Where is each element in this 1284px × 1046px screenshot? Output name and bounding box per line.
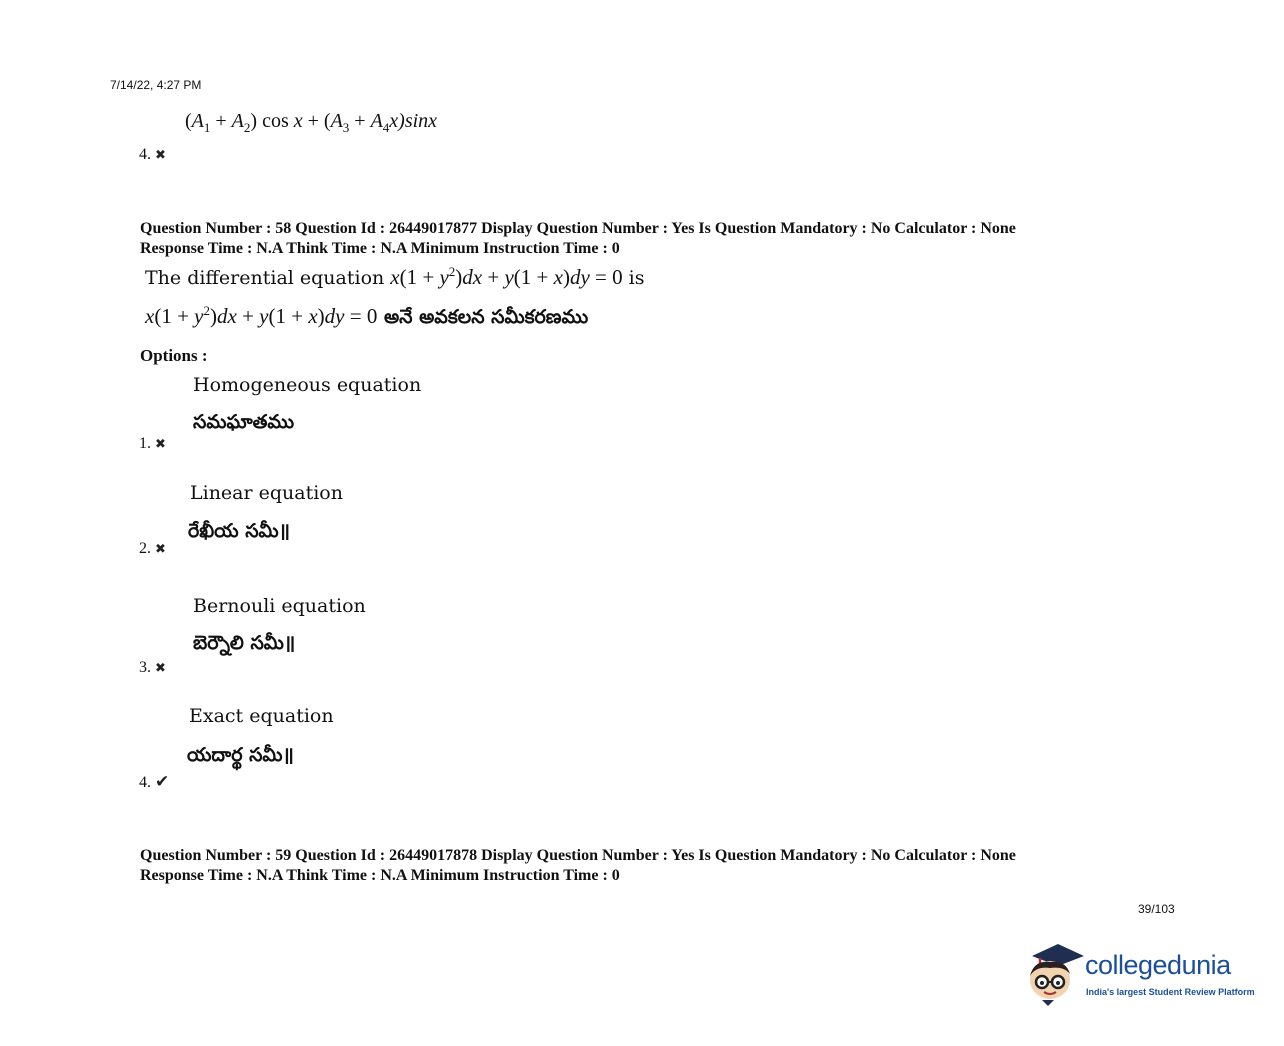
option-number: 4. bbox=[139, 146, 151, 163]
option-number: 3. bbox=[139, 659, 151, 676]
print-timestamp: 7/14/22, 4:27 PM bbox=[110, 78, 202, 92]
option-1-te: సమఘాతము bbox=[193, 411, 295, 433]
option-4-te: యదార్థ సమీ॥ bbox=[187, 744, 294, 766]
option-3-number bbox=[139, 659, 166, 677]
prev-option-expression: $(A_1 + A_2)$ $\cos x + (A_3 + A_4x)\sin x$ bbox=[185, 110, 438, 135]
question-text-te bbox=[145, 303, 588, 333]
correct-check-icon: ✔ bbox=[155, 772, 170, 791]
option-1-number bbox=[139, 435, 166, 453]
question-text: is bbox=[622, 267, 645, 289]
page-number: 39/103 bbox=[1138, 902, 1175, 916]
brand-tagline: India's largest Student Review Platform bbox=[1086, 987, 1255, 997]
question-equation-te: $x(1 + y^2)dx + y(1 + x)dy = 0$ bbox=[145, 303, 378, 328]
option-4-en: Exact equation bbox=[189, 705, 334, 727]
option-2-te: రేఖీయ సమీ॥ bbox=[188, 520, 291, 542]
question-equation: $x(1 + y^2)dx + y(1 + x)dy = 0$ bbox=[390, 264, 623, 289]
prev-option-number bbox=[139, 146, 166, 164]
option-1-en: Homogeneous equation bbox=[193, 374, 422, 396]
question-meta-line: Response Time : N.A Think Time : N.A Minimum Instruction Time : 0 bbox=[140, 240, 620, 257]
question-meta-line: Question Number : 59 Question Id : 26449017878 Display Question Number : Yes Is Question Mandatory : No Calculator : None bbox=[140, 847, 1016, 864]
brand-name: collegedunia bbox=[1085, 950, 1231, 980]
option-3-te: బెర్నౌలి సమీ॥ bbox=[193, 632, 296, 654]
option-number: 2. bbox=[139, 540, 151, 557]
wrong-icon: ✖ bbox=[155, 660, 166, 675]
collegedunia-mascot-icon bbox=[1024, 940, 1086, 1008]
option-2-en: Linear equation bbox=[190, 482, 343, 504]
options-label: Options : bbox=[140, 346, 208, 365]
option-number: 1. bbox=[139, 435, 151, 452]
wrong-icon: ✖ bbox=[155, 541, 166, 556]
question-text: The differential equation bbox=[145, 267, 391, 289]
option-4-number bbox=[139, 772, 169, 792]
option-2-number bbox=[139, 540, 166, 558]
question-meta-line: Question Number : 58 Question Id : 26449017877 Display Question Number : Yes Is Question Mandatory : No Calculator : None bbox=[140, 220, 1016, 237]
question-text-en bbox=[145, 264, 645, 290]
question-meta-59 bbox=[140, 846, 1016, 886]
question-text-telugu: అనే అవకలన సమీకరణము bbox=[377, 306, 589, 328]
wrong-icon: ✖ bbox=[155, 436, 166, 451]
option-3-en: Bernouli equation bbox=[193, 595, 366, 617]
wrong-icon: ✖ bbox=[155, 147, 166, 162]
option-number: 4. bbox=[139, 774, 151, 791]
question-meta-line: Response Time : N.A Think Time : N.A Minimum Instruction Time : 0 bbox=[140, 867, 620, 884]
question-meta-58 bbox=[140, 219, 1016, 259]
